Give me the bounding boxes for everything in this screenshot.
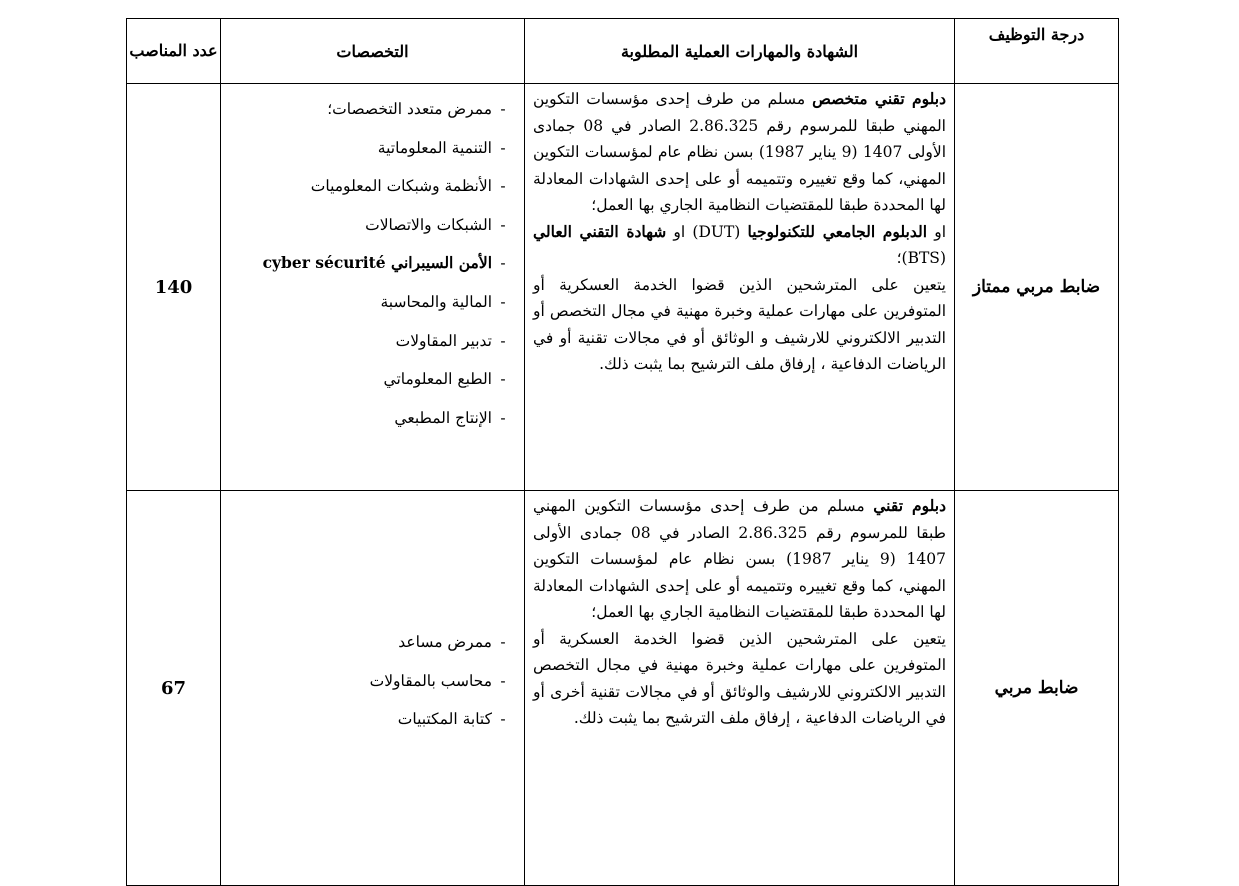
- header-grade: درجة التوظيف: [955, 19, 1119, 84]
- list-marker: -: [500, 633, 506, 652]
- specialty-label: التنمية المعلوماتية: [377, 138, 492, 157]
- table-row: [127, 491, 1119, 886]
- specialty-label: محاسب بالمقاولات: [369, 671, 492, 690]
- header-count: عدد المناصب: [127, 19, 221, 84]
- specialty-label: تدبير المقاولات: [395, 331, 492, 350]
- header-certificate: الشهادة والمهارات العملية المطلوبة: [525, 19, 955, 84]
- specialty-label: ممرض مساعد: [398, 633, 492, 652]
- list-item: [227, 283, 514, 322]
- bts-diploma-name: شهادة التقني العالي: [533, 221, 667, 241]
- experience-requirement: يتعين على المترشحين الذين قضوا الخدمة العسكرية أو المتوفرين على مهارات عملية وخبرة مهنية في مجال التخصص التدبير الالكتروني للارشيف والوثائق أو في مجالات تقنية أخرى أو في الرياضات الدفاعية ، إرفاق ملف الترشيح بما يثبت ذلك.: [533, 629, 946, 727]
- list-item: [227, 700, 514, 739]
- list-marker: -: [500, 671, 506, 690]
- specialties-list: [227, 623, 514, 739]
- certificate-paragraph: [533, 86, 946, 219]
- list-marker: -: [500, 254, 506, 273]
- grade-cell: ضابط مربي: [955, 491, 1119, 886]
- table-row: [127, 84, 1119, 491]
- count-cell: 67: [127, 491, 221, 886]
- header-row: [127, 19, 1119, 84]
- list-item: [227, 244, 514, 283]
- alternative-diplomas: [533, 219, 946, 272]
- list-marker: -: [500, 292, 506, 311]
- grade-cell: ضابط مربي ممتاز: [955, 84, 1119, 491]
- bts-abbrev: (BTS)؛: [896, 249, 946, 267]
- diploma-description: مسلم من طرف إحدى مؤسسات التكوين المهني طبقا للمرسوم رقم 2.86.325 الصادر في 08 جمادى الأولى 1407 (9 يناير 1987) بسن نظام عام لمؤسسات التكوين المهني، كما وقع تغييره وتتميمه أو على إحدى الشهادات المعادلة لها المحددة طبقا للمقتضيات النظامية الجاري بها العمل؛: [533, 90, 947, 214]
- list-item: [227, 623, 514, 662]
- list-marker: -: [500, 710, 506, 729]
- list-item: [227, 129, 514, 168]
- list-item: [227, 399, 514, 438]
- list-item: [227, 662, 514, 701]
- list-item: [227, 206, 514, 245]
- list-marker: -: [500, 408, 506, 427]
- list-item: [227, 360, 514, 399]
- specialties-cell: [221, 491, 525, 886]
- count-cell: 140: [127, 84, 221, 491]
- specialty-label: الطبع المعلوماتي: [383, 370, 492, 389]
- specialty-label: الإنتاج المطبعي: [394, 408, 492, 427]
- conjunction-text: او: [927, 222, 947, 241]
- certificate-cell: [525, 84, 955, 491]
- list-item: [227, 322, 514, 361]
- specialty-label: ممرض متعدد التخصصات؛: [327, 100, 492, 118]
- list-marker: -: [500, 215, 506, 234]
- specialties-list: [227, 90, 514, 437]
- list-item: [227, 167, 514, 206]
- certificate-paragraph: [533, 493, 946, 626]
- specialty-label: الشبكات والاتصالات: [365, 215, 492, 234]
- specialty-label: الأنظمة وشبكات المعلوميات: [310, 177, 492, 196]
- specialty-label: كتابة المكتبيات: [397, 710, 492, 729]
- dut-diploma-name: الدبلوم الجامعي للتكنولوجيا: [747, 221, 928, 241]
- list-marker: -: [500, 370, 506, 389]
- list-marker: -: [500, 177, 506, 196]
- list-marker: -: [500, 100, 506, 118]
- certificate-cell: [525, 491, 955, 886]
- specialty-label: المالية والمحاسبة: [380, 292, 492, 311]
- diploma-name: دبلوم تقني: [873, 496, 946, 515]
- experience-requirement: يتعين على المترشحين الذين قضوا الخدمة العسكرية أو المتوفرين على مهارات عملية وخبرة مهنية في مجال التخصص أو التدبير الالكتروني للارشيف و الوثائق أو في مجالات تقنية أو في الرياضات الدفاعية ، إرفاق ملف الترشيح بما يثبت ذلك.: [533, 275, 946, 373]
- recruitment-table: [126, 18, 1119, 886]
- diploma-description: مسلم من طرف إحدى مؤسسات التكوين المهني طبقا للمرسوم رقم 2.86.325 الصادر في 08 جمادى الأولى 1407 (9 يناير 1987) بسن نظام عام لمؤسسات التكوين المهني، كما وقع تغييره وتتميمه أو على إحدى الشهادات المعادلة لها المحددة طبقا للمقتضيات النظامية الجاري بها العمل؛: [533, 497, 946, 621]
- diploma-name: دبلوم تقني متخصص: [812, 89, 946, 108]
- specialty-label: الأمن السيبراني cyber sécurité: [262, 253, 492, 273]
- list-marker: -: [500, 331, 506, 350]
- header-specialties: التخصصات: [221, 19, 525, 84]
- list-item: [227, 90, 514, 129]
- specialties-cell: [221, 84, 525, 491]
- list-marker: -: [500, 138, 506, 157]
- dut-abbrev: (DUT) او: [666, 222, 748, 241]
